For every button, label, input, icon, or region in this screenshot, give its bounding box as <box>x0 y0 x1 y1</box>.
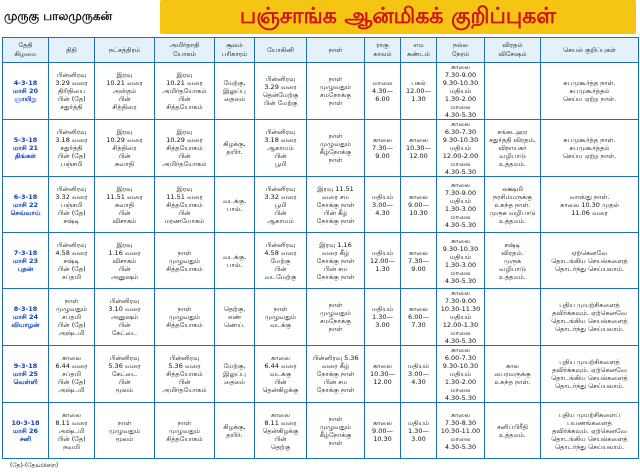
cell-rahu <box>365 403 401 459</box>
cell-viratham <box>485 63 541 120</box>
cell-text: 6-3-18 மாசி 22 செவ்வாய் <box>10 192 41 217</box>
cell-naal <box>307 63 365 120</box>
cell-text: பின்னிரவு 3.29 வரை திரிதியை பின் (தே) சதுர்த்தி <box>55 71 88 111</box>
cell-text: காலை 10.30— 12.00 <box>405 136 432 160</box>
cell-text: பின்னிரவு 4.58 வரை சஷ்டி பின் (தே) சப்தமி <box>55 240 88 281</box>
cell-text: கால பைரவருக்கு உகந்த நாள். <box>494 362 531 386</box>
page-title: பஞ்சாங்க ஆன்மிகக் குறிப்புகள் <box>160 0 636 34</box>
cell-nalla <box>437 233 485 289</box>
table-header-row <box>3 38 639 63</box>
column-header-naal: நாள் <box>307 38 365 63</box>
cell-nakshatra <box>95 346 155 403</box>
cell-text: காலை 7.30— 9.00 <box>408 248 429 273</box>
cell-tithi <box>49 346 95 403</box>
cell-text: நாள் முழுவதும் கீழ்நோக்கு நாள் <box>319 132 352 164</box>
cell-naal <box>307 346 365 403</box>
cell-text: காலை 7.30-9.00 மதியம் 1.30-3.00 மாலை 4.30-5.30 <box>444 180 477 229</box>
table-body <box>3 63 639 459</box>
cell-text: பின்னிரவு 3.10 வரை அனுஷம் பின் கேட்டை <box>108 297 141 337</box>
author-name: முருகு பாலமுருகன் <box>4 9 113 23</box>
cell-yogam <box>155 289 215 346</box>
cell-rahu <box>365 120 401 177</box>
cell-naal <box>307 403 365 459</box>
cell-text: 8-3-18 மாசி 24 வியாழன் <box>11 305 40 329</box>
cell-yogam <box>155 346 215 403</box>
cell-text: மேற்கு, இலுப்பு தைலம் <box>223 362 246 386</box>
cell-text: இரவு 11.51 வரை சித்தயோகம் பின் மரணயோகம் <box>164 184 205 225</box>
cell-text: காலை 6.44 வரை சப்தமி பின் (தே) அஷ்டமி <box>55 354 88 394</box>
cell-rahu <box>365 177 401 233</box>
cell-text: காலை 6.44 வரை வடக்கு பின் தென்கிழக்கு <box>262 354 299 394</box>
cell-viratham <box>485 120 541 177</box>
column-header-viratham: விரதம் விசேஷம் <box>485 38 541 63</box>
cell-text: கிழக்கு, தயிர். <box>223 422 246 439</box>
cell-text: காலை 6.30-7.30 9.30-10.30 மதியம் 12.00-2.00 மாலை 4.30-5.30 <box>442 120 479 176</box>
cell-text: நாள் முழுவதும் சமநோக்கு நாள் <box>319 75 352 107</box>
cell-text: நாள் முழுவதும் சப்தமி பின் (தே) அஷ்டமி <box>55 297 88 337</box>
cell-viratham <box>485 289 541 346</box>
cell-yogam <box>155 63 215 120</box>
cell-yogini <box>255 289 307 346</box>
cell-text: மாலை 4.30— 6.00 <box>372 79 393 103</box>
cell-text: நாள் முழுவதும் கீழ்நோக்கு நாள் <box>319 414 352 447</box>
cell-naal <box>307 177 365 233</box>
cell-text: புதிய முயற்சிகளைத் தவிர்க்கவும். ஏற்கெனவே தொடங்கிய செயல்களைத் தொடர்ந்து செய்யலாம். <box>551 301 628 333</box>
cell-text: மதியம் 1.30— 3.00 <box>407 418 430 443</box>
cell-date <box>3 177 49 233</box>
cell-naal <box>307 120 365 177</box>
cell-text: இரவு 10.21 வரை அஸ்தம் பின் சித்திரை <box>106 71 143 111</box>
cell-text: பின்னிரவு 5.36 வரை சித்தயோகம் பின் அமிர்தயோகம் <box>162 354 207 394</box>
header <box>0 0 640 34</box>
cell-text: இரவு 11.51 வரை சம நோக்கு நாள் பின் கீழ் நோக்கு நாள் <box>316 184 355 225</box>
column-header-ema: எம கண்டம் <box>401 38 437 63</box>
cell-text: பின்னிரவு 3.29 வரை தென்மேற்கு பின் மேற்கு <box>262 75 299 107</box>
cell-text: பின்னிரவு 3.18 வரை சதுர்த்தி பின் (தே) பஞ்சமி <box>55 128 88 168</box>
cell-tithi <box>49 289 95 346</box>
column-header-seyal: செயல் குறிப்புகள் <box>541 38 639 63</box>
cell-viratham <box>485 177 541 233</box>
cell-text: 7-3-18 மாசி 23 புதன் <box>12 248 39 273</box>
cell-text: மேற்கு, இலுப்பு தைலம் <box>223 79 246 103</box>
column-header-rahu: ராகு காலம் <box>365 38 401 63</box>
cell-text: காலை 10.30— 12.00 <box>369 362 396 386</box>
cell-text: இரவு 11.51 வரை சுவாதி பின் விசாகம் <box>106 184 143 225</box>
cell-text: காலை 7.30— 9.00 <box>372 136 393 160</box>
cell-naal <box>307 233 365 289</box>
cell-viratham <box>485 346 541 403</box>
cell-tithi <box>49 63 95 120</box>
cell-text: மதியம் 12.00— 1.30 <box>369 248 396 273</box>
cell-nakshatra <box>95 403 155 459</box>
cell-rahu <box>365 233 401 289</box>
cell-yogam <box>155 233 215 289</box>
cell-seyal <box>541 63 639 120</box>
cell-text: தெற்கு, எண் ணெய். <box>223 305 246 329</box>
cell-soolam <box>215 177 255 233</box>
cell-ema <box>401 233 437 289</box>
cell-yogini <box>255 63 307 120</box>
cell-text: பின்னிரவு 3.18 வரை ஆகாயம் பின் பூமி <box>264 128 297 168</box>
cell-soolam <box>215 346 255 403</box>
cell-text: லக்ஷ்மி நரசிம்மருக்கு உகந்த நாள். முருக வழிபாடு உத்தமம். <box>489 184 536 225</box>
cell-text: வடக்கு, பால். <box>222 196 247 213</box>
cell-text: மதியம் 1.30— 3.00 <box>371 305 394 329</box>
cell-date <box>3 233 49 289</box>
cell-text: 9-3-18 மாசி 25 வெள்ளி <box>12 362 39 386</box>
cell-text: பின்னிரவு 3.32 வரை பஞ்சமி பின் (தே) சஷ்டி <box>55 184 88 225</box>
cell-ema <box>401 346 437 403</box>
cell-text: புதிய முயற்சிகளைத் தவிர்க்கவும். ஏற்கெனவே தொடங்கிய செயல்களைத் தொடர்ந்து செய்யலாம். <box>551 358 628 390</box>
cell-yogam <box>155 177 215 233</box>
cell-text: மதியம் 3.00— 4.30 <box>407 362 430 386</box>
cell-ema <box>401 289 437 346</box>
cell-soolam <box>215 403 255 459</box>
cell-text: பகல் 12.00— 1.30 <box>405 79 432 103</box>
column-header-yogam: அமிர்தாதி யோகம் <box>155 38 215 63</box>
cell-text: பின்னிரவு 5.36 வரை கேட்டை பின் மூலம் <box>108 354 141 394</box>
cell-yogam <box>155 120 215 177</box>
cell-date <box>3 403 49 459</box>
table-row <box>3 403 639 459</box>
cell-text: காலை 8.11 வரை தென்கிழக்கு பின் தெற்கு <box>262 410 299 451</box>
cell-nakshatra <box>95 177 155 233</box>
cell-rahu <box>365 346 401 403</box>
table-row <box>3 233 639 289</box>
cell-seyal <box>541 346 639 403</box>
cell-soolam <box>215 63 255 120</box>
column-header-date: தேதி கிழமை <box>3 38 49 63</box>
cell-text: இரவு 10.29 வரை சித்திரை பின் சுவாதி <box>106 128 143 168</box>
cell-text: காலை 9.00— 10.30 <box>372 418 393 443</box>
cell-text: இரவு 1.16 வரை கீழ் நோக்கு நாள் பின் சம நோக்கு நாள் <box>316 240 355 281</box>
cell-text: இரவு 1.16 வரை விசாகம் பின் அனுஷம் <box>108 240 141 281</box>
cell-nakshatra <box>95 289 155 346</box>
cell-ema <box>401 63 437 120</box>
cell-text: 4-3-18 மாசி 20 ஞாயிறு <box>12 79 39 103</box>
cell-text: கிழக்கு, தயிர். <box>223 140 246 156</box>
cell-yogini <box>255 120 307 177</box>
cell-nalla <box>437 403 485 459</box>
cell-tithi <box>49 177 95 233</box>
cell-nakshatra <box>95 120 155 177</box>
cell-text: சனிப்பிரீதி உத்தமம். <box>497 422 528 439</box>
table-row <box>3 120 639 177</box>
cell-seyal <box>541 289 639 346</box>
cell-text: நாள் முழுவதும் சித்தயோகம் <box>166 418 203 443</box>
cell-text: சுபமுகூர்த்த நாள். சுபமுகூர்த்தம் செய்ய ஏற்ற நாள். <box>562 136 617 160</box>
cell-yogini <box>255 177 307 233</box>
panchangam-table <box>2 37 639 459</box>
cell-text: பின்னிரவு 3.32 வரை பூமி பின் ஆகாயம் <box>264 184 297 225</box>
cell-yogini <box>255 403 307 459</box>
cell-text: காலை 9.00— 10.30 <box>408 192 429 217</box>
cell-text: பின்னிரவு 5.36 வரை கீழ் நோக்கு நாள் பின் சம நோக்கு நாள் <box>312 354 359 394</box>
cell-text: இரவு 10.29 வரை சித்தயோகம் பின் அமிர்தயோகம் <box>162 128 207 168</box>
cell-text: இரவு 10.21 வரை அமிர்தயோகம் பின் சித்தயோகம் <box>162 71 207 111</box>
cell-naal <box>307 289 365 346</box>
cell-text: காலை 8.11 வரை அஷ்டமி பின் (தே) நவமி <box>55 410 88 451</box>
cell-date <box>3 346 49 403</box>
cell-text: காலை 7.30-8.30 10.30-11.00 மாலை 4.30-5.30 <box>440 410 481 451</box>
column-header-yogini: யோகினி <box>255 38 307 63</box>
cell-tithi <box>49 120 95 177</box>
cell-tithi <box>49 403 95 459</box>
column-header-tithi: திதி <box>49 38 95 63</box>
cell-text: நாள் முழுவதும் சித்தயோகம் <box>166 305 203 329</box>
cell-nalla <box>437 289 485 346</box>
cell-soolam <box>215 120 255 177</box>
cell-soolam <box>215 289 255 346</box>
cell-yogini <box>255 233 307 289</box>
cell-seyal <box>541 177 639 233</box>
cell-text: மதியம் 3.00— 4.30 <box>371 192 394 217</box>
cell-ema <box>401 403 437 459</box>
cell-yogam <box>155 403 215 459</box>
cell-nakshatra <box>95 233 155 289</box>
column-header-nalla: நல்ல நேரம் <box>437 38 485 63</box>
table-row <box>3 63 639 120</box>
cell-text: 5-3-18 மாசி 21 திங்கள் <box>12 136 39 160</box>
cell-ema <box>401 120 437 177</box>
cell-viratham <box>485 403 541 459</box>
cell-viratham <box>485 233 541 289</box>
cell-text: வடக்கு, பால். <box>222 252 247 269</box>
cell-text: சஷ்டி விரதம். முருக வழிபாடு உத்தமம். <box>499 240 526 281</box>
cell-text: நாள் முழுவதும் மூலம் <box>108 418 141 443</box>
cell-text: சுபமுகூர்த்த நாள். சுபமுகூர்த்தம் செய்ய ஏற்ற நாள். <box>562 79 617 103</box>
cell-text: காலை 6.00— 7.30 <box>408 305 429 329</box>
cell-text: புதிய முயற்சிகளைப் பயணங்களைத் தவிர்க்கவும். ஏற்கெனவே தொடங்கிய செயல்களைத் தொடர்ந்து செய்யலாம். <box>551 410 628 451</box>
cell-text: 10-3-18 மாசி 26 சனி <box>11 418 40 443</box>
cell-yogini <box>255 346 307 403</box>
table-row <box>3 177 639 233</box>
cell-seyal <box>541 120 639 177</box>
cell-date <box>3 289 49 346</box>
footnote: (தே)-(தேய்பிறை) <box>10 462 59 469</box>
cell-soolam <box>215 233 255 289</box>
cell-nakshatra <box>95 63 155 120</box>
cell-seyal <box>541 233 639 289</box>
column-header-soolam: சூலம் பரிகாரம் <box>215 38 255 63</box>
cell-text: நாள் முழுவதும் சித்தயோகம் <box>166 248 203 273</box>
cell-seyal <box>541 403 639 459</box>
cell-nalla <box>437 63 485 120</box>
cell-text: ஏற்கெனவே தொடங்கிய செயல்களைத் தொடர்ந்து செய்யலாம். <box>551 248 628 273</box>
cell-text: காலை 7.30-9.00 9.30-10.30 மதியம் 1.30-2.00 மாலை 4.30-5.30 <box>442 63 479 119</box>
cell-nalla <box>437 120 485 177</box>
cell-rahu <box>365 63 401 120</box>
cell-text: வாஸ்து நாள். காலை 10.30 முதல் 11.06 வரை <box>560 192 619 217</box>
cell-text: காலை 9.30-10.30 மதியம் 1.30-3.00 மாலை 4.30-5.30 <box>442 236 479 285</box>
table-row <box>3 289 639 346</box>
cell-text: காலை 6.00-7.30 9.30-10.30 மதியம் 1.30-2.00 மாலை 4.30-5.30 <box>442 346 479 402</box>
cell-ema <box>401 177 437 233</box>
cell-date <box>3 63 49 120</box>
cell-text: நாள் முழுவதும் வடக்கு <box>264 305 297 329</box>
cell-date <box>3 120 49 177</box>
cell-nalla <box>437 346 485 403</box>
cell-text: பின்னிரவு 4.58 வரை மேற்கு பின் வடமேற்கு <box>264 240 297 281</box>
cell-text: நாள் முழுவதும் சமநோக்கு நாள் <box>319 301 352 333</box>
cell-tithi <box>49 233 95 289</box>
cell-text: காலை 7.30-9.00 10.30-11.30 மதியம் 12.00-1.30 மாலை 4.30-5.30 <box>440 289 481 345</box>
cell-rahu <box>365 289 401 346</box>
table-row <box>3 346 639 403</box>
cell-text: சங்கடஹர சதுர்த்தி விரதம், விநாயகர் வழிபாடு உத்தமம். <box>489 128 536 168</box>
cell-nalla <box>437 177 485 233</box>
column-header-nakshatra: நட்சத்திரம் <box>95 38 155 63</box>
